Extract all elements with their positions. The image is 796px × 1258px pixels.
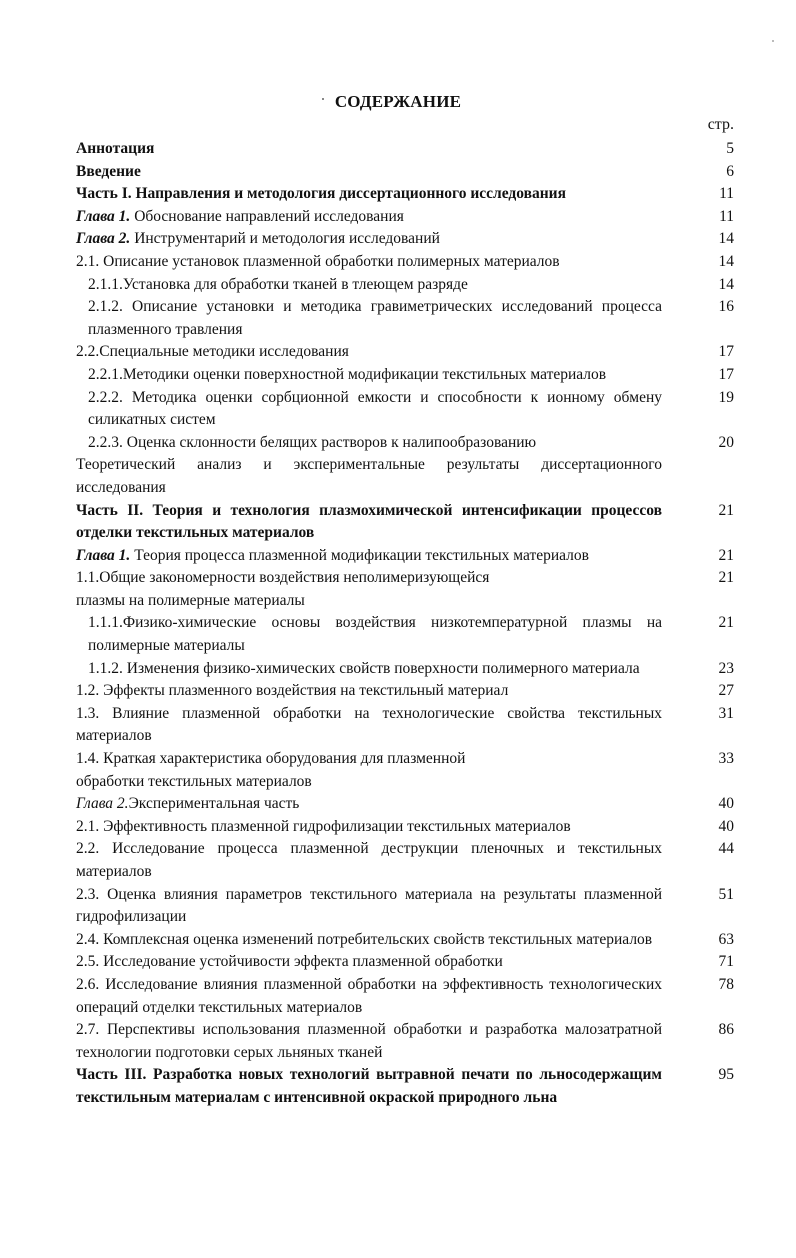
toc-entry-title: 2.2.2. Методика оценки сорбционной емкости и способности к ионному обмену силикатных систем bbox=[88, 388, 662, 429]
toc-entry-title: 2.5. Исследование устойчивости эффекта плазменной обработки bbox=[76, 953, 503, 971]
toc-entry-line: 1.4. Краткая характеристика оборудования для плазменной bbox=[76, 750, 466, 768]
toc-entry-title bbox=[76, 793, 662, 816]
toc-entry-title: 2.2.3. Оценка склонности белящих растворов к налипообразованию bbox=[88, 433, 537, 451]
toc-entry-title: Часть I. Направления и методология диссертационного исследования bbox=[76, 185, 566, 203]
toc-entry-page: 17 bbox=[718, 365, 734, 383]
toc-entry-title: Теоретический анализ и экспериментальные результаты диссертационного исследования bbox=[76, 456, 662, 496]
toc-entry bbox=[76, 1019, 734, 1064]
toc-entry-page: 63 bbox=[718, 930, 734, 948]
toc-entry bbox=[76, 929, 734, 952]
toc-entry bbox=[76, 387, 734, 432]
toc-entry-title: 1.3. Влияние плазменной обработки на технологические свойства текстильных материалов bbox=[76, 704, 662, 745]
toc-entry-page: 23 bbox=[718, 659, 734, 677]
toc-entry bbox=[76, 567, 734, 612]
toc-entry bbox=[76, 500, 734, 545]
toc-entry bbox=[76, 545, 734, 568]
toc-entry bbox=[76, 680, 734, 703]
chapter-title: Инструментарий и методология исследований bbox=[130, 230, 440, 248]
toc-entry-page: 21 bbox=[718, 501, 734, 519]
toc-entry-page: 40 bbox=[718, 817, 734, 835]
toc-entry bbox=[76, 838, 734, 883]
toc-entry-title: 2.3. Оценка влияния параметров текстильного материала на результаты плазменной гидрофилизации bbox=[76, 885, 662, 926]
toc-entry bbox=[76, 1064, 734, 1109]
toc-entry bbox=[76, 341, 734, 364]
toc-entry-title: Часть II. Теория и технология плазмохимической интенсификации процессов отделки текстильных материалов bbox=[76, 501, 662, 542]
toc-entry-title: 2.1.1.Установка для обработки тканей в тлеющем разряде bbox=[88, 275, 468, 293]
toc-entry-page: 14 bbox=[718, 275, 734, 293]
toc-entry-title: Аннотация bbox=[76, 140, 155, 157]
toc-entry-page: 71 bbox=[718, 953, 734, 971]
toc-entry bbox=[76, 658, 734, 681]
chapter-title: Обоснование направлений исследования bbox=[130, 207, 404, 225]
toc-entry bbox=[76, 138, 734, 161]
toc-entry bbox=[76, 364, 734, 387]
toc-entry bbox=[76, 183, 734, 206]
toc-entry-page: 44 bbox=[718, 840, 734, 858]
chapter-label: Глава 1. bbox=[76, 546, 131, 564]
toc-entry-page: 78 bbox=[718, 975, 734, 993]
toc-entry bbox=[76, 793, 734, 816]
table-of-contents bbox=[76, 138, 734, 1110]
toc-entry-page: 16 bbox=[718, 298, 734, 316]
toc-entry-page: 21 bbox=[718, 546, 734, 564]
toc-entry-title: 2.2. Исследование процесса плазменной деструкции пленочных и текстильных материалов bbox=[76, 840, 662, 880]
toc-entry-title: 2.6. Исследование влияния плазменной обработки на эффективность технологических операций отделки текстильных материалов bbox=[76, 975, 662, 1016]
toc-entry-title: 2.7. Перспективы использования плазменной обработки и разработка малозатратной технологии подготовки серых льняных тканей bbox=[76, 1021, 662, 1061]
toc-entry bbox=[76, 228, 734, 251]
toc-entry bbox=[76, 432, 734, 455]
toc-entry-page: 31 bbox=[718, 704, 734, 722]
toc-entry-page: 14 bbox=[718, 230, 734, 248]
toc-entry-title: 1.1.1.Физико-химические основы воздействия низкотемпературной плазмы на полимерные материалы bbox=[88, 614, 662, 655]
toc-entry bbox=[76, 703, 734, 748]
toc-entry-page: 86 bbox=[718, 1021, 734, 1039]
chapter-label: Глава 1. bbox=[76, 207, 131, 225]
toc-entry-title: 2.1. Эффективность плазменной гидрофилизации текстильных материалов bbox=[76, 817, 571, 835]
chapter-label: Глава 2. bbox=[76, 795, 129, 813]
toc-entry bbox=[76, 612, 734, 657]
page-column-label: стр. bbox=[707, 116, 734, 133]
toc-entry-page: 51 bbox=[718, 885, 734, 903]
toc-entry-page: 11 bbox=[719, 185, 734, 203]
toc-entry bbox=[76, 816, 734, 839]
toc-entry-title bbox=[76, 228, 662, 251]
toc-entry-title: 1.1.2. Изменения физико-химических свойств поверхности полимерного материала bbox=[88, 659, 640, 677]
toc-entry-title: Часть III. Разработка новых технологий вытравной печати по льносодержащим текстильным материалам с интенсивной окраской природного льна bbox=[76, 1066, 662, 1106]
toc-entry-title bbox=[76, 206, 662, 229]
toc-entry-title: Введение bbox=[76, 162, 141, 180]
toc-entry bbox=[76, 296, 734, 341]
toc-entry-page: 19 bbox=[718, 388, 734, 406]
toc-entry-line: плазмы на полимерные материалы bbox=[76, 591, 305, 609]
toc-entry-title: 2.2.Специальные методики исследования bbox=[76, 343, 349, 361]
toc-entry-page: 27 bbox=[718, 682, 734, 700]
toc-entry-page: 40 bbox=[718, 795, 734, 813]
toc-entry-page: 21 bbox=[718, 569, 734, 587]
toc-entry bbox=[76, 884, 734, 929]
chapter-title: Экспериментальная часть bbox=[128, 795, 300, 813]
toc-entry-title bbox=[76, 748, 662, 793]
toc-entry-page: 14 bbox=[718, 252, 734, 270]
toc-entry-page: 5 bbox=[726, 140, 734, 157]
toc-entry bbox=[76, 748, 734, 793]
toc-entry bbox=[76, 951, 734, 974]
toc-entry-title bbox=[76, 545, 662, 568]
toc-entry-title bbox=[76, 567, 662, 612]
scan-speck bbox=[772, 40, 774, 42]
toc-entry-page: 33 bbox=[718, 750, 734, 768]
toc-entry-line: обработки текстильных материалов bbox=[76, 772, 312, 790]
toc-entry bbox=[76, 454, 734, 499]
toc-entry bbox=[76, 274, 734, 297]
toc-entry-page: 95 bbox=[718, 1066, 734, 1084]
toc-entry-page: 21 bbox=[718, 614, 734, 632]
toc-entry-title: 2.1.2. Описание установки и методика гравиметрических исследований процесса плазменного травления bbox=[88, 298, 662, 338]
page-title: СОДЕРЖАНИЕ bbox=[334, 92, 462, 111]
toc-entry bbox=[76, 161, 734, 184]
toc-entry bbox=[76, 206, 734, 229]
toc-entry-title: 2.4. Комплексная оценка изменений потребительских свойств текстильных материалов bbox=[76, 930, 653, 948]
toc-entry-title: 2.2.1.Методики оценки поверхностной модификации текстильных материалов bbox=[88, 365, 607, 383]
toc-entry-page: 11 bbox=[719, 207, 734, 225]
toc-entry bbox=[76, 974, 734, 1019]
toc-entry-page: 6 bbox=[726, 162, 734, 180]
toc-entry-page: 17 bbox=[718, 343, 734, 361]
toc-entry-page: 20 bbox=[718, 433, 734, 451]
toc-entry-title: 2.1. Описание установок плазменной обработки полимерных материалов bbox=[76, 252, 560, 270]
toc-entry bbox=[76, 251, 734, 274]
toc-entry-title: 1.2. Эффекты плазменного воздействия на текстильный материал bbox=[76, 682, 509, 700]
toc-entry-line: 1.1.Общие закономерности воздействия неполимеризующейся bbox=[76, 569, 490, 587]
chapter-label: Глава 2. bbox=[76, 230, 131, 248]
chapter-title: Теория процесса плазменной модификации текстильных материалов bbox=[130, 546, 589, 564]
